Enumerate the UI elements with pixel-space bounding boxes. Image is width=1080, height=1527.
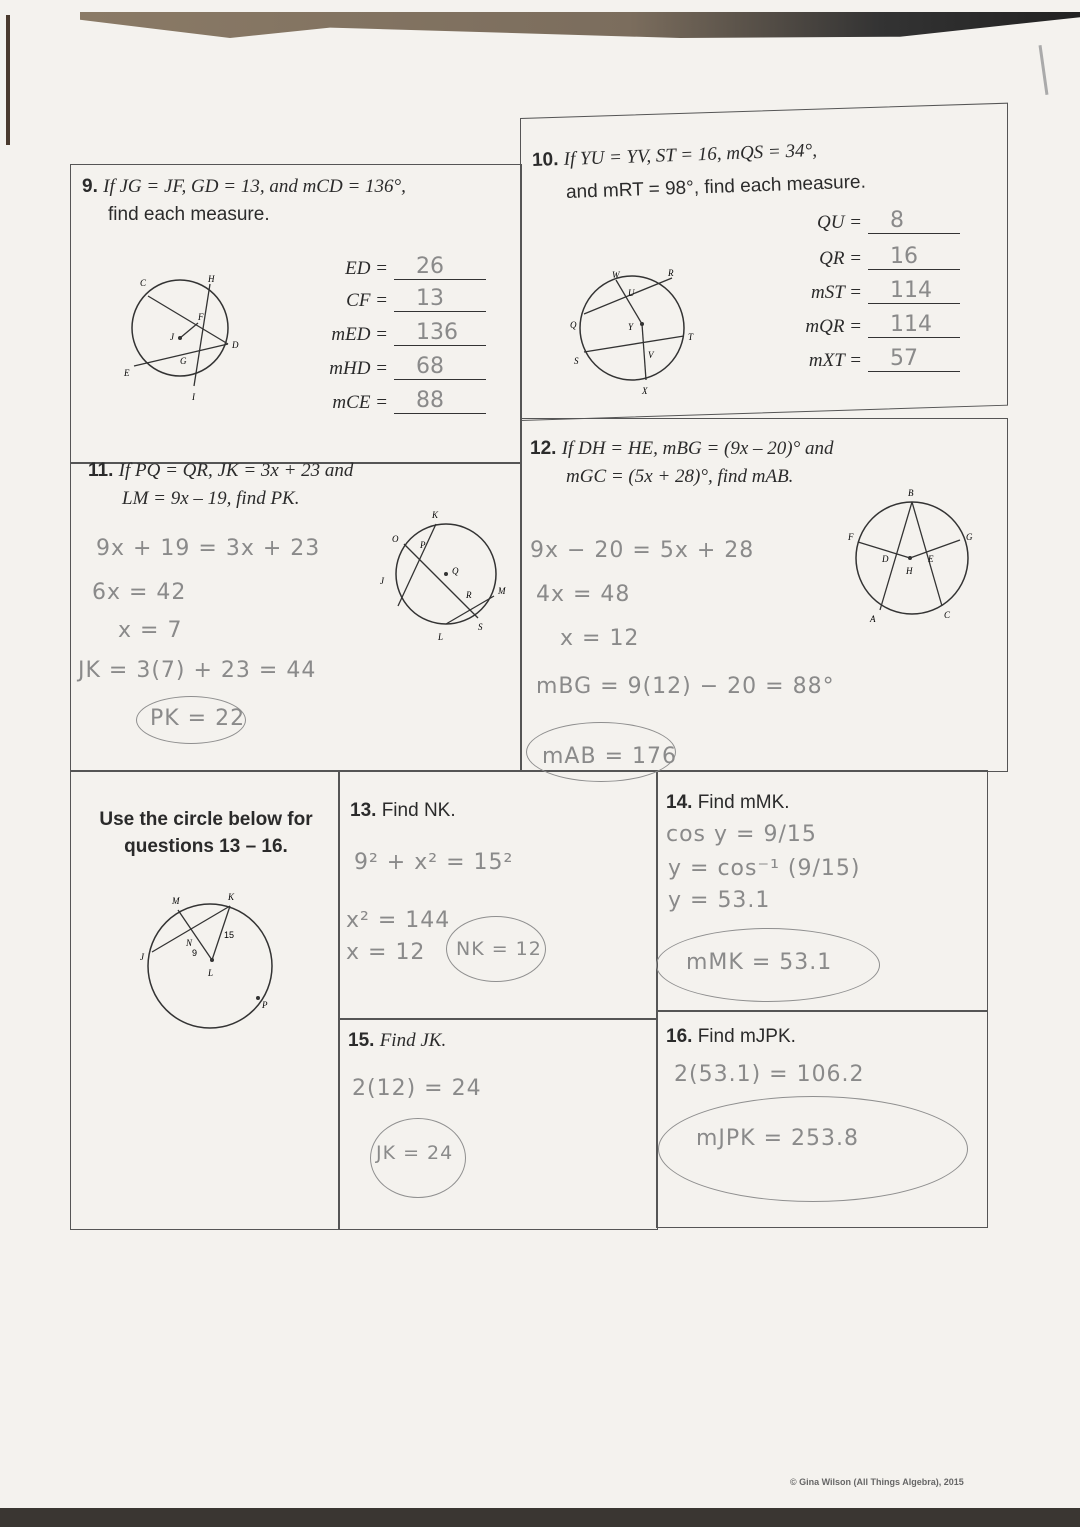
svg-text:M: M: [172, 896, 180, 906]
svg-text:H: H: [208, 274, 215, 284]
q12-prompt-line1: If DH = HE, mBG = (9x – 20)° and: [561, 438, 834, 459]
q9-answer-mce: [324, 390, 486, 414]
q13-work-3: x = 12: [346, 940, 426, 965]
q12-answer: mAB = 176: [542, 744, 677, 769]
q13-prompt-text: Find NK.: [381, 800, 456, 821]
top-shadow: [80, 12, 1080, 38]
svg-text:Q: Q: [452, 566, 459, 576]
q16-number: 16.: [666, 1026, 693, 1047]
svg-text:J: J: [140, 952, 144, 962]
svg-text:O: O: [392, 534, 399, 544]
svg-text:15: 15: [224, 930, 235, 940]
q11-answer: PK = 22: [150, 706, 246, 731]
answer-value: 57: [890, 346, 918, 371]
answer-value: 16: [890, 244, 918, 269]
svg-text:K: K: [432, 510, 439, 520]
svg-text:J: J: [170, 332, 174, 342]
q9-prompt-line1: If JG = JF, GD = 13, and mCD = 136°,: [103, 176, 406, 197]
q11-prompt-2: LM = 9x – 19, find PK.: [122, 488, 300, 509]
svg-text:H: H: [906, 566, 913, 576]
answer-value: 8: [890, 208, 904, 233]
svg-text:S: S: [574, 356, 579, 366]
answer-value: 68: [416, 354, 444, 379]
q14-answer: mMK = 53.1: [686, 950, 833, 975]
q10-answer-mxt: [798, 348, 960, 372]
answer-value: 136: [416, 320, 458, 345]
shared-title-line1: Use the circle below for: [99, 809, 313, 830]
answer-label: CF =: [346, 290, 388, 311]
q16-prompt-text: Find mJPK.: [697, 1026, 796, 1047]
q15-number: 15.: [348, 1030, 375, 1051]
q11-number: 11.: [88, 460, 114, 481]
q11-prompt-line1: If PQ = QR, JK = 3x + 23 and: [118, 460, 354, 481]
svg-text:T: T: [688, 332, 694, 342]
q9-prompt: [82, 174, 406, 199]
answer-label: mXT =: [808, 350, 862, 371]
svg-text:U: U: [628, 288, 635, 298]
q16-answer: mJPK = 253.8: [696, 1126, 860, 1151]
q14-prompt: [666, 790, 790, 815]
answer-value: 114: [890, 312, 932, 337]
answer-value: 26: [416, 254, 444, 279]
q10-answer-mst: [798, 280, 960, 304]
q12-number: 12.: [530, 438, 557, 459]
answer-blank[interactable]: [868, 280, 960, 304]
svg-text:X: X: [642, 386, 648, 396]
svg-text:E: E: [124, 368, 130, 378]
q10-prompt-2: and mRT = 98°, find each measure.: [565, 171, 867, 203]
answer-label: mST =: [810, 282, 862, 303]
q9-answer-med: [324, 322, 486, 346]
answer-blank[interactable]: [868, 246, 960, 270]
answer-blank[interactable]: [868, 210, 960, 234]
svg-text:C: C: [140, 278, 147, 288]
answer-label: mCE =: [332, 392, 388, 413]
bottom-shadow: [0, 1508, 1080, 1527]
svg-text:R: R: [668, 268, 674, 278]
svg-text:L: L: [208, 968, 214, 978]
svg-text:I: I: [192, 392, 195, 402]
q13-number: 13.: [350, 800, 377, 821]
svg-text:W: W: [612, 270, 620, 280]
answer-value: 13: [416, 286, 444, 311]
q15-prompt: [348, 1028, 446, 1053]
answer-blank[interactable]: [394, 256, 486, 280]
q14-work-1: cos y = 9/15: [666, 822, 817, 847]
q10-answer-qr: [798, 246, 960, 270]
q9-answer-ed: [324, 256, 486, 280]
q10-number: 10.: [531, 149, 559, 171]
svg-text:K: K: [228, 892, 235, 902]
answer-label: mED =: [331, 324, 388, 345]
svg-text:Y: Y: [628, 322, 634, 332]
q9-prompt-2: find each measure.: [108, 204, 270, 225]
q12-work-3: x = 12: [560, 626, 640, 651]
answer-blank[interactable]: [394, 390, 486, 414]
svg-text:C: C: [944, 610, 951, 620]
svg-text:D: D: [232, 340, 239, 350]
q10-answer-mqr: [798, 314, 960, 338]
q10-circle-diagram: [564, 266, 704, 406]
q10-prompt-line1: If YU = YV, ST = 16, mQS = 34°,: [563, 140, 818, 170]
svg-text:F: F: [848, 532, 854, 542]
answer-blank[interactable]: [394, 322, 486, 346]
q11-work-1: 9x + 19 = 3x + 23: [96, 536, 321, 561]
answer-label: mQR =: [805, 316, 862, 337]
q10-answer-qu: [798, 210, 960, 234]
page-left-edge: [6, 15, 10, 145]
svg-text:V: V: [648, 350, 654, 360]
svg-text:P: P: [420, 540, 426, 550]
q11-prompt: [88, 458, 353, 483]
shared-title-line2: questions 13 – 16.: [124, 836, 288, 857]
answer-blank[interactable]: [394, 288, 486, 312]
answer-blank[interactable]: [394, 356, 486, 380]
svg-text:G: G: [180, 356, 187, 366]
svg-text:Q: Q: [570, 320, 577, 330]
q9-number: 9.: [82, 176, 98, 197]
svg-text:9: 9: [192, 948, 198, 958]
q11-work-4: JK = 3(7) + 23 = 44: [78, 658, 317, 683]
answer-label: QR =: [819, 248, 862, 269]
q14-prompt-text: Find mMK.: [697, 792, 790, 813]
answer-label: ED =: [345, 258, 388, 279]
q14-work-3: y = 53.1: [668, 888, 771, 913]
svg-text:F: F: [198, 312, 204, 322]
q16-prompt: [666, 1024, 796, 1049]
svg-text:R: R: [466, 590, 472, 600]
svg-text:M: M: [498, 586, 506, 596]
svg-text:L: L: [438, 632, 444, 642]
q12-work-2: 4x = 48: [536, 582, 631, 607]
q12-circle-diagram: [830, 482, 990, 632]
svg-text:J: J: [380, 576, 384, 586]
q12-work-1: 9x − 20 = 5x + 28: [530, 538, 755, 563]
q15-prompt-text: Find JK.: [379, 1030, 447, 1051]
q15-answer: JK = 24: [376, 1142, 454, 1164]
svg-text:S: S: [478, 622, 483, 632]
q9-answer-mhd: [324, 356, 486, 380]
svg-text:G: G: [966, 532, 973, 542]
svg-text:D: D: [882, 554, 889, 564]
q14-number: 14.: [666, 792, 693, 813]
q13-answer: NK = 12: [456, 938, 542, 960]
q11-circle-diagram: [366, 498, 516, 648]
q15-work-1: 2(12) = 24: [352, 1076, 482, 1101]
svg-text:P: P: [262, 1000, 268, 1010]
shared-circle-diagram: [134, 880, 284, 1030]
q13-work-1: 9² + x² = 15²: [354, 850, 514, 875]
page-mark: [1039, 45, 1049, 95]
svg-text:B: B: [908, 488, 914, 498]
shared-circle-instructions: [80, 806, 332, 860]
worksheet-grid: [70, 118, 1008, 1233]
answer-label: mHD =: [329, 358, 388, 379]
answer-blank[interactable]: [868, 314, 960, 338]
q13-prompt: [350, 798, 456, 823]
svg-text:E: E: [928, 554, 934, 564]
answer-label: QU =: [816, 212, 862, 233]
q12-prompt-2: mGC = (5x + 28)°, find mAB.: [566, 466, 794, 487]
q11-work-2: 6x = 42: [92, 580, 187, 605]
answer-value: 88: [416, 388, 444, 413]
svg-text:A: A: [870, 614, 876, 624]
q9-answer-cf: [324, 288, 486, 312]
q9-circle-diagram: [120, 268, 250, 408]
q16-work-1: 2(53.1) = 106.2: [674, 1062, 865, 1087]
answer-blank[interactable]: [868, 348, 960, 372]
answer-value: 114: [890, 278, 932, 303]
q11-work-3: x = 7: [118, 618, 183, 643]
q14-work-2: y = cos⁻¹ (9/15): [668, 856, 861, 881]
q12-prompt: [530, 436, 833, 461]
copyright-footer: © Gina Wilson (All Things Algebra), 2015: [790, 1477, 964, 1487]
q12-work-4: mBG = 9(12) − 20 = 88°: [536, 674, 835, 699]
svg-text:N: N: [186, 938, 193, 948]
q13-work-2: x² = 144: [346, 908, 451, 933]
